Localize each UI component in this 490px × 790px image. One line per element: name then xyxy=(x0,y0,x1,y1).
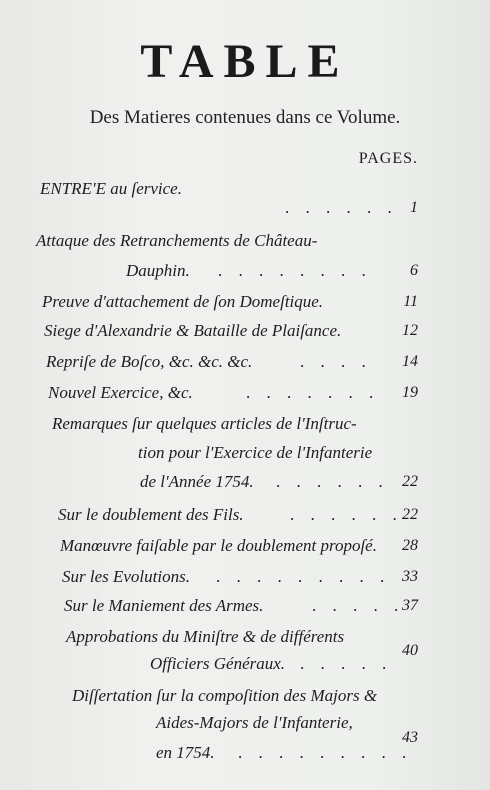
page-number: 11 xyxy=(403,293,418,310)
toc-entry-text: Repriſe de Boſco, &c. &c. &c. xyxy=(46,352,253,371)
page-subtitle: Des Matieres contenues dans ce Volume. xyxy=(89,107,401,128)
page-title: TABLE xyxy=(140,35,350,88)
leader-dots: . . . . . . . . . xyxy=(238,743,413,762)
page-number: 28 xyxy=(402,537,418,554)
leader-dots: . . . . . xyxy=(312,596,405,615)
toc-entry-text: Aides-Majors de l'Infanterie, xyxy=(156,713,353,732)
toc-entry-text: Sur le Maniement des Armes. xyxy=(64,596,264,615)
toc-entry-text: Remarques ſur quelques articles de l'Inſtruc- xyxy=(52,414,357,433)
toc-entry-text: Nouvel Exercice, &c. xyxy=(48,383,193,402)
page-number: 43 xyxy=(402,729,418,746)
toc-entry-text: Officiers Généraux. xyxy=(150,654,286,673)
page-number: 37 xyxy=(402,597,418,614)
leader-dots: . . . . . . . xyxy=(246,383,380,402)
toc-entry-text: Preuve d'attachement de ſon Domeſtique. xyxy=(42,292,324,311)
page-number: 19 xyxy=(402,384,418,401)
toc-entry-text: ENTRE'E au ſervice. xyxy=(40,179,182,198)
page-number: 1 xyxy=(410,199,418,216)
toc-entry-text: Attaque des Retranchements de Château- xyxy=(36,231,318,250)
leader-dots: . . . . . . . . xyxy=(218,261,372,280)
toc-entry-text: Diſſertation ſur la compoſition des Majors & xyxy=(72,686,378,705)
leader-dots: . . . . . . xyxy=(290,505,403,524)
page-number: 22 xyxy=(402,473,418,490)
pages-column-label: PAGES. xyxy=(358,150,418,167)
leader-dots: . . . . . . . . . xyxy=(216,567,391,586)
toc-entry-text: Sur les Evolutions. xyxy=(62,567,190,586)
toc-entry-text: Dauphin. xyxy=(126,261,190,280)
leader-dots: . . . . xyxy=(300,352,372,371)
toc-entry-text: de l'Année 1754. xyxy=(140,472,254,491)
toc-entry-text: tion pour l'Exercice de l'Infanterie xyxy=(138,443,373,462)
toc-entry-text: Sur le doublement des Fils. xyxy=(58,505,244,524)
toc-entry-text: en 1754. xyxy=(156,743,215,762)
page-number: 40 xyxy=(402,642,418,659)
page-number: 12 xyxy=(402,322,418,339)
toc-entry-text: Siege d'Alexandrie & Bataille de Plaiſance. xyxy=(44,321,342,340)
leader-dots: . . . . . . xyxy=(276,472,389,491)
page-number: 22 xyxy=(402,506,418,523)
page-number: 6 xyxy=(410,262,418,279)
page-number: 14 xyxy=(402,353,418,370)
toc-entry-text: Approbations du Miniſtre & de différents xyxy=(66,627,345,646)
page-number: 33 xyxy=(402,568,418,585)
toc-entry-text: Manœuvre faiſable par le doublement propoſé. xyxy=(60,536,377,555)
leader-dots: . . . . . . xyxy=(285,198,398,217)
leader-dots: . . . . . xyxy=(300,654,393,673)
